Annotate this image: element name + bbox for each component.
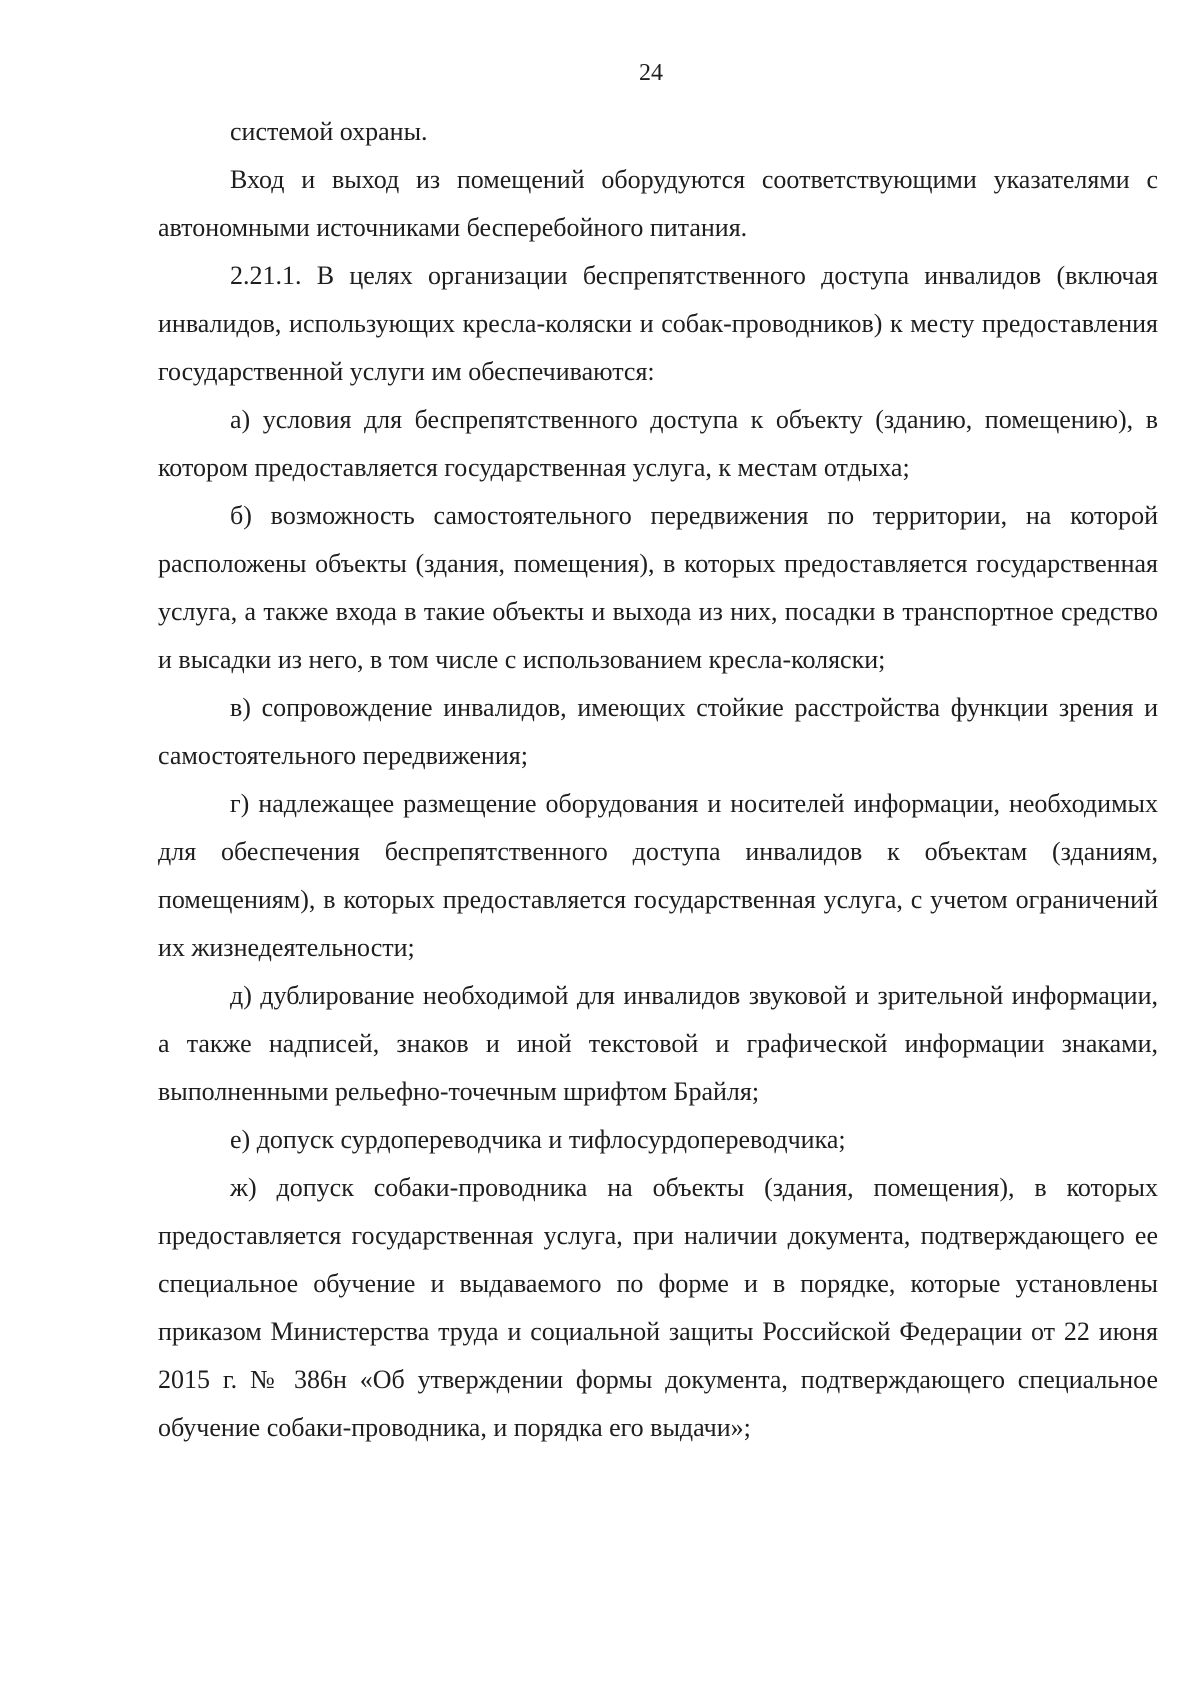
list-item-zh: ж) допуск собаки-проводника на объекты (здания, помещения), в которых предоставляется государственная услуга, при наличии документа, подтверждающего ее специальное обучение и выдаваемого по форме и в порядке, которые установлены приказом Министерства труда и социальной защиты Российской Федерации от 22 июня 2015 г. № 386н «Об утверждении формы документа, подтверждающего специальное обучение собаки-проводника, и порядка его выдачи»; <box>158 1173 1158 1442</box>
list-item-v: в) сопровождение инвалидов, имеющих стойкие расстройства функции зрения и самостоятельного передвижения; <box>158 693 1158 770</box>
list-item-a: а) условия для беспрепятственного доступа к объекту (зданию, помещению), в котором предоставляется государственная услуга, к местам отдыха; <box>158 405 1158 482</box>
list-item-g: г) надлежащее размещение оборудования и носителей информации, необходимых для обеспечения беспрепятственного доступа инвалидов к объектам (зданиям, помещениям), в которых предоставляется государственная услуга, с учетом ограничений их жизнедеятельности; <box>158 789 1158 962</box>
paragraph-entrance-exit: Вход и выход из помещений оборудуются соответствующими указателями с автономными источниками бесперебойного питания. <box>158 165 1158 242</box>
list-item-e: е) допуск сурдопереводчика и тифлосурдопереводчика; <box>230 1125 846 1154</box>
document-body <box>158 108 1158 1452</box>
list-item-b: б) возможность самостоятельного передвижения по территории, на которой расположены объекты (здания, помещения), в которых предоставляется государственная услуга, а также входа в такие объекты и выхода из них, посадки в транспортное средство и высадки из него, в том числе с использованием кресла-коляски; <box>158 501 1158 674</box>
paragraph-2-21-1: 2.21.1. В целях организации беспрепятственного доступа инвалидов (включая инвалидов, использующих кресла-коляски и собак-проводников) к месту предоставления государственной услуги им обеспечиваются: <box>158 261 1158 386</box>
page-number: 24 <box>639 60 663 86</box>
paragraph-continuation: системой охраны. <box>230 117 428 146</box>
list-item-d: д) дублирование необходимой для инвалидов звуковой и зрительной информации, а также надписей, знаков и иной текстовой и графической информации знаками, выполненными рельефно-точечным шрифтом Брайля; <box>158 981 1158 1106</box>
